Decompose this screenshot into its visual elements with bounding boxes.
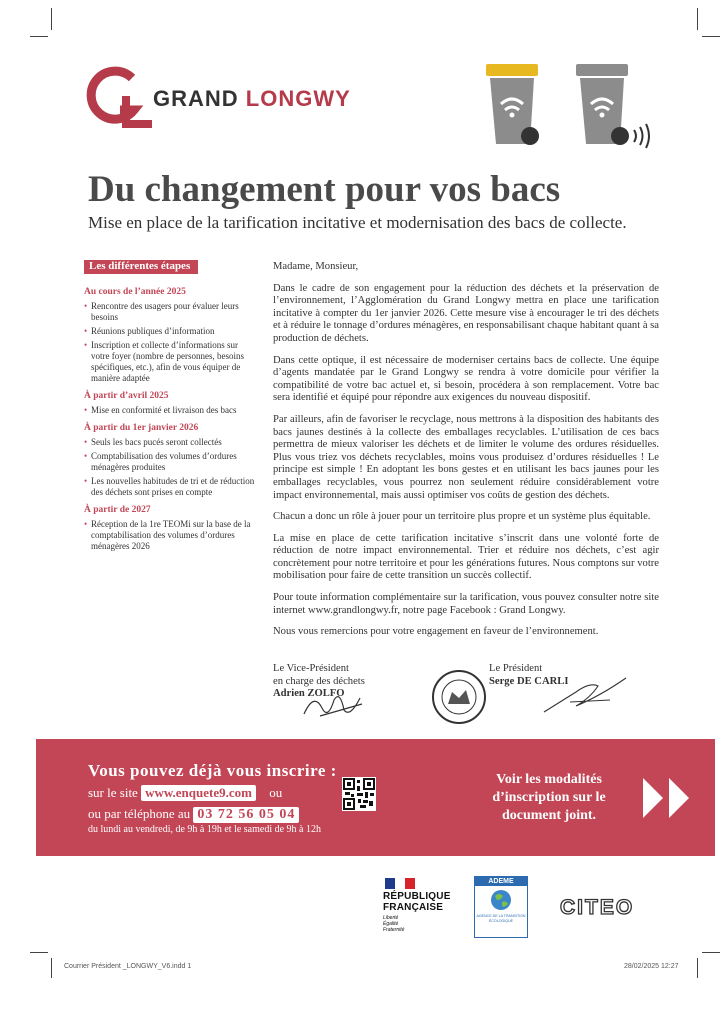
french-flag-icon — [385, 878, 415, 889]
qr-code-icon[interactable] — [342, 777, 376, 811]
crop-mark — [30, 36, 48, 37]
step-item: • Mise en conformité et livraison des bacs — [84, 405, 256, 416]
step-item: • Seuls les bacs pucés seront collectés — [84, 437, 256, 448]
step-item: • Réunions publiques d’information — [84, 326, 256, 337]
official-seal — [430, 668, 488, 726]
letter-paragraph: Pour toute information complémentaire sur la tarification, vous pouvez consulter notre site internet www.grandlongwy.fr, notre page Facebook : Grand Longwy. — [273, 592, 659, 616]
steps-heading: Les différentes étapes — [84, 260, 198, 274]
letter-salutation: Madame, Monsieur, — [273, 261, 359, 272]
cta-line: Voir les modalités — [496, 772, 602, 787]
rf-motto-line: Fraternité — [383, 927, 405, 933]
vp-role: en charge des déchets — [273, 675, 365, 687]
cta-line: d’inscription sur le — [492, 790, 606, 805]
phase-label: À partir d’avril 2025 — [84, 391, 169, 401]
print-slug-filename: Courrier Président _LONGWY_V6.indd 1 — [64, 963, 192, 970]
citeo-logo: CITEO — [560, 896, 635, 919]
letter-paragraph: Chacun a donc un rôle à jouer pour un territoire plus propre et un système plus équitable. — [273, 511, 651, 523]
cta-line: document joint. — [501, 808, 597, 823]
crop-mark — [697, 8, 698, 30]
crop-mark — [702, 36, 720, 37]
phase-label: À partir du 1er janvier 2026 — [84, 423, 199, 433]
logo-word-longwy: LONGWY — [245, 86, 351, 111]
registration-info-cta — [454, 771, 644, 825]
logo-word-grand: GRAND — [153, 86, 239, 111]
rf-line-1: RÉPUBLIQUE — [383, 891, 451, 902]
rf-motto — [383, 915, 451, 933]
crop-mark — [51, 958, 52, 978]
rf-motto-line: Liberté — [383, 915, 399, 921]
phase-label: Au cours de l’année 2025 — [84, 287, 186, 297]
letter-paragraph: Nous vous remercions pour votre engagement en faveur de l’environnement. — [273, 626, 599, 638]
rf-line-2: FRANÇAISE — [383, 902, 444, 913]
phase-label: À partir de 2027 — [84, 505, 151, 515]
or-label: ou — [269, 785, 283, 800]
page-subtitle: Mise en place de la tarification incitative et modernisation des bacs de collecte. — [88, 213, 627, 232]
banner-phone-line — [88, 806, 299, 823]
survey-website-link[interactable]: www.enquete9.com — [141, 785, 256, 801]
ademe-name: ADEME — [475, 877, 527, 886]
steps-column — [84, 260, 256, 555]
vp-handwritten-signature — [300, 690, 370, 722]
double-arrow-right-icon — [639, 776, 697, 820]
step-item: • Comptabilisation des volumes d’ordures ménagères produites — [84, 451, 256, 473]
registration-banner — [36, 739, 715, 856]
site-prefix: sur le site — [88, 785, 138, 800]
president-title: Le Président — [489, 663, 543, 674]
republique-francaise-logo — [383, 878, 451, 933]
letter-paragraph: La mise en place de cette tarification incitative s’inscrit dans une volonté forte de réduction de notre impact environnemental. Trier et réduire nos déchets, c’est agir concrètement pour notre territoire et pour les générations futures. Nous comptons sur votre mobilisation pour faire de cette transition un succès collectif. — [273, 532, 659, 582]
vp-name: Adrien ZOLFO — [273, 688, 345, 700]
grand-longwy-logo-mark — [86, 66, 156, 132]
president-handwritten-signature — [540, 672, 630, 718]
letter-paragraph: Dans le cadre de son engagement pour la réduction des déchets et la préservation de l’environnement, l’Agglomération du Grand Longwy mettra en place une tarification incitative à compter du 1er janvier 2026. Cette mesure vise à encourager le tri des déchets et à réduire le tonnage d’ordures ménagères, en responsabilisant chaque habitant quant à sa production de déchets. — [273, 282, 659, 344]
phone-number[interactable]: 03 72 56 05 04 — [193, 807, 299, 823]
president-name: Serge DE CARLI — [489, 675, 569, 687]
crop-mark — [30, 952, 48, 953]
crop-mark — [51, 8, 52, 30]
banner-title: Vous pouvez déjà vous inscrire : — [88, 761, 337, 780]
step-item: • Rencontre des usagers pour évaluer leurs besoins — [84, 301, 256, 323]
grey-bin-icon — [574, 62, 666, 152]
step-item: • Les nouvelles habitudes de tri et de réduction des déchets sont prises en compte — [84, 476, 256, 498]
letter-paragraph: Par ailleurs, afin de favoriser le recyclage, nous mettrons à la disposition des habitants des bacs jaunes destinés à la collecte des emballages recyclables. L’utilisation de ces bacs permettra de mieux valoriser les déchets et de limiter le volume des ordures résiduelles. Plus vous triez vos déchets recyclables, moins vous produisez d’ordures résiduelles ! Le principe est simple ! En adoptant les bons gestes et en utilisant les bacs jaunes pour les emballages recyclables, vous pourrez non seulement réduire considérablement votre impact environnemental, mais aussi optimiser vos coûts de gestion des déchets. — [273, 413, 659, 501]
rf-motto-line: Égalité — [383, 921, 399, 927]
step-item: • Inscription et collecte d’informations sur votre foyer (nombre de personnes, besoins spécifiques, etc.), afin de vous équiper de manière adaptée — [84, 340, 256, 384]
letter-body — [273, 261, 659, 648]
yellow-bin-icon — [484, 62, 546, 152]
page-title: Du changement pour vos bacs — [88, 169, 561, 210]
crop-mark — [702, 952, 720, 953]
ademe-subtitle: AGENCE DE LA TRANSITION ÉCOLOGIQUE — [476, 914, 526, 923]
opening-hours: du lundi au vendredi, de 9h à 19h et le samedi de 9h à 12h — [88, 824, 321, 835]
ademe-logo — [474, 876, 528, 938]
crop-mark — [697, 958, 698, 978]
step-item: • Réception de la 1re TEOMi sur la base de la comptabilisation des volumes d’ordures ménagères 2026 — [84, 519, 256, 552]
vp-title: Le Vice-Président — [273, 663, 349, 674]
print-slug-date: 28/02/2025 12:27 — [624, 963, 679, 970]
globe-icon — [475, 886, 527, 912]
logo-wordmark — [153, 86, 351, 112]
letter-paragraph: Dans cette optique, il est nécessaire de moderniser certains bacs de collecte. Une équipe d’agents mandatée par le Grand Longwy se rendra à votre domicile pour vérifier la compatibilité de votre bac actuel et, si besoin, procédera à son remplacement. Votre bac sera identifié et équipé pour répondre aux exigences du nouveau dispositif. — [273, 354, 659, 404]
banner-site-line — [88, 785, 282, 801]
phone-prefix: ou par téléphone au — [88, 806, 191, 821]
